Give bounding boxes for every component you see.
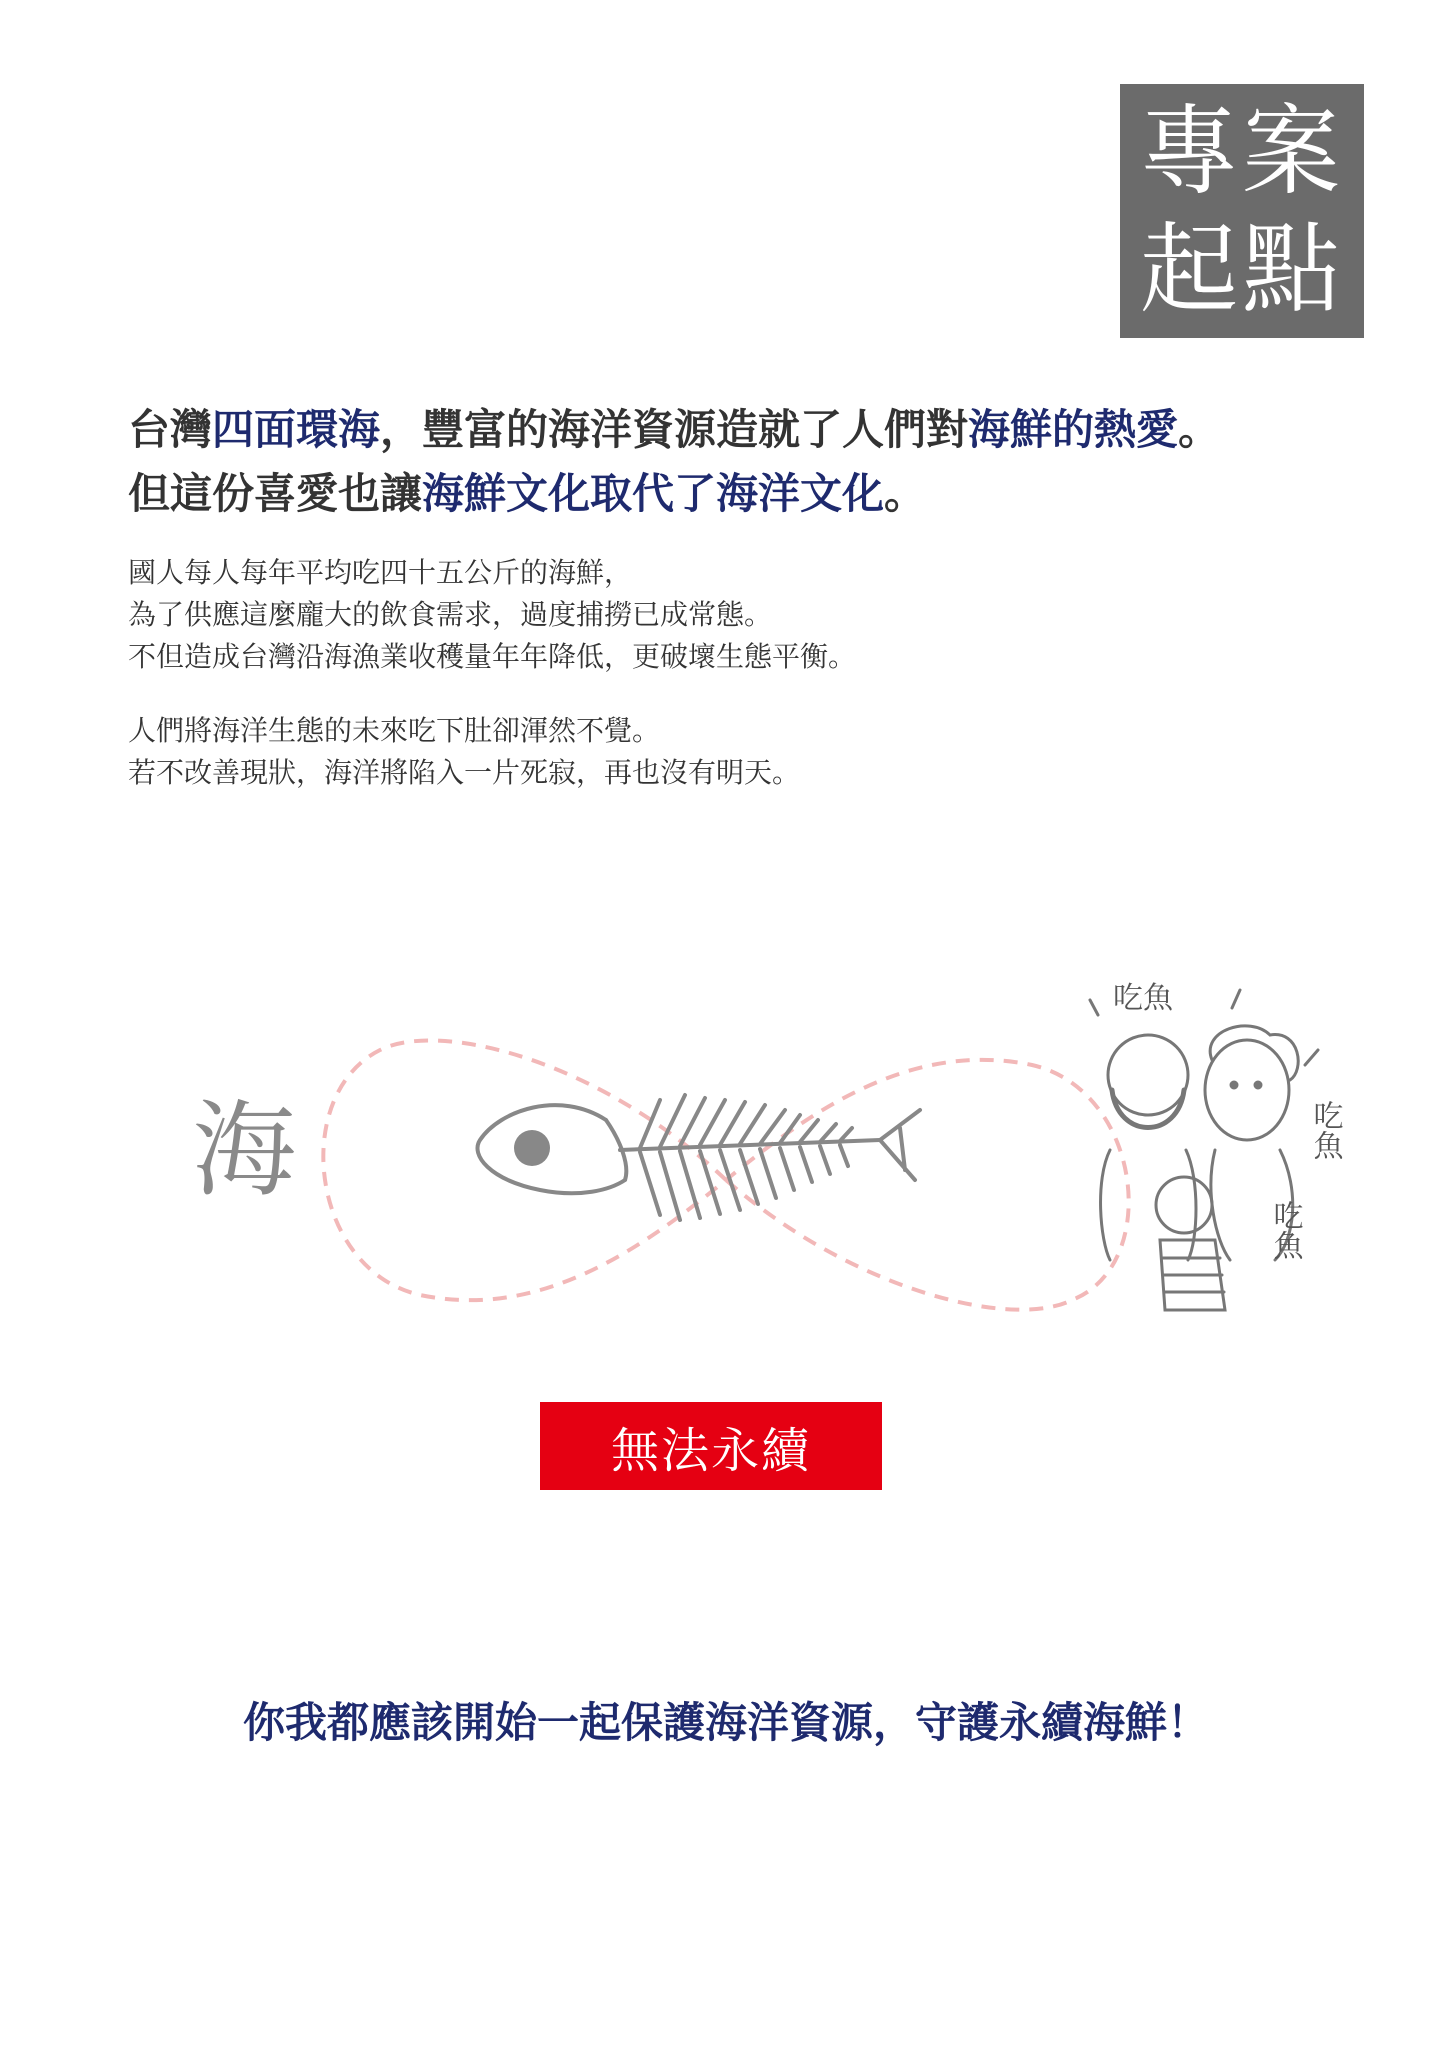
paragraph-warning xyxy=(128,710,1328,794)
infinity-loop xyxy=(323,1040,1128,1309)
headline xyxy=(128,398,1378,526)
headline-segment: 台灣 xyxy=(128,405,213,454)
headline-highlight: 四面環海 xyxy=(212,405,381,454)
paragraph-line: 若不改善現狀，海洋將陷入一片死寂，再也沒有明天。 xyxy=(128,756,801,789)
headline-highlight: 海鮮的熱愛 xyxy=(968,405,1179,454)
shout-label: 吃魚 xyxy=(1113,981,1173,1016)
headline-line1 xyxy=(128,398,1378,462)
paragraph-line: 人們將海洋生態的未來吃下肚卻渾然不覺。 xyxy=(128,714,661,747)
paragraph-consumption xyxy=(128,552,1328,678)
section-title-line2: 起點 xyxy=(1139,213,1344,327)
paragraph-line: 為了供應這麼龐大的飲食需求，過度捕撈已成常態。 xyxy=(128,598,773,631)
section-title-box xyxy=(1120,84,1364,338)
closing-statement: 你我都應該開始一起保護海洋資源，守護永續海鮮！ xyxy=(242,1698,1209,1747)
headline-segment: 但這份喜愛也讓 xyxy=(128,469,423,518)
family-sketch-icon xyxy=(1090,990,1318,1310)
shout-label: 吃魚 xyxy=(1267,1200,1303,1260)
headline-highlight: 海鮮文化取代了海洋文化 xyxy=(422,469,885,518)
headline-segment: 。 xyxy=(884,469,927,518)
section-title-line1: 專案 xyxy=(1139,95,1344,209)
headline-segment: ，豐富的海洋資源造就了人們對 xyxy=(380,405,969,454)
shout-label: 吃魚 xyxy=(1307,1100,1343,1160)
headline-line2 xyxy=(128,462,1378,526)
headline-segment: 。 xyxy=(1178,405,1221,454)
unsustainable-label: 無法永續 xyxy=(540,1402,882,1490)
paragraph-line: 國人每人每年平均吃四十五公斤的海鮮， xyxy=(128,556,633,589)
sea-character: 海 xyxy=(192,1089,297,1211)
paragraph-line: 不但造成台灣沿海漁業收穫量年年降低，更破壞生態平衡。 xyxy=(128,640,857,673)
